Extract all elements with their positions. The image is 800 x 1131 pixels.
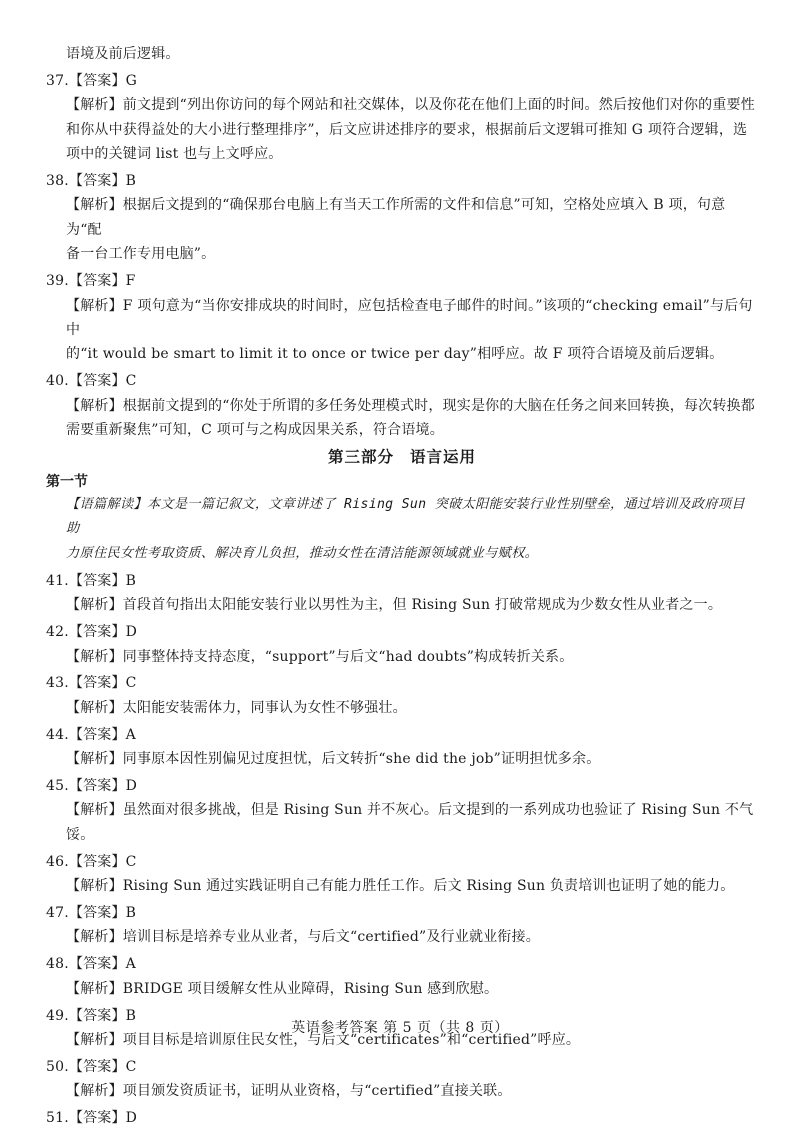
item-number: 48.	[46, 956, 69, 973]
answer-label: 【答案】D	[68, 778, 138, 795]
answer-label: 【答案】G	[68, 72, 138, 89]
analysis-line: 的“it would be smart to limit it to once or twice per day”相呼应。故 F 项符合语境及前后逻辑。	[66, 346, 724, 363]
answer-item	[46, 774, 758, 847]
answer-item	[46, 69, 758, 167]
answer-item	[46, 1106, 758, 1130]
analysis-line: 【解析】虽然面对很多挑战，但是 Rising Sun 并不灰心。后文提到的一系列成功也验证了 Rising Sun 不气馁。	[66, 802, 754, 843]
analysis-line: 【解析】前文提到“列出你访问的每个网站和社交媒体，以及你花在他们上面的时间。然后按他们对你的重要性	[66, 97, 755, 114]
analysis-line: 【解析】项目颁发资质证书，证明从业资格，与“certified”直接关联。	[66, 1083, 512, 1100]
page-content	[46, 42, 758, 1131]
item-number: 50.	[46, 1059, 69, 1075]
analysis-line: 【解析】Rising Sun 通过实践证明自己有能力胜任工作。后文 Rising Sun 负责培训也证明了她的能力。	[66, 878, 735, 895]
page-footer: 英语参考答案 第 5 页（共 8 页）	[291, 1020, 509, 1036]
analysis-line: 【解析】同事整体持支持态度，“support”与后文“had doubts”构成转折关系。	[66, 648, 574, 665]
item-number: 43.	[46, 675, 69, 692]
answer-label: 【答案】B	[68, 905, 137, 922]
item-number: 37.	[46, 72, 69, 89]
answer-label: 【答案】D	[68, 624, 138, 641]
analysis-line: 和你从中获得益处的大小进行整理排序”，后文应讲述排序的要求，根据前后文逻辑可推知 G 项符合逻辑，选	[66, 121, 748, 138]
item-number: 38.	[46, 173, 69, 190]
answer-label: 【答案】C	[68, 373, 137, 390]
analysis-line: 【解析】项目目标是培训原住民女性，与后文“certificates”和“certified”呼应。	[66, 1032, 581, 1049]
analysis-line: 【解析】同事原本因性别偏见过度担忧，后文转折“she did the job”证明担忧多余。	[66, 751, 601, 768]
item-number: 51.	[46, 1110, 69, 1127]
item-number: 40.	[46, 373, 69, 390]
analysis-line: 需要重新聚焦”可知，C 项可与之构成因果关系，符合语境。	[66, 422, 444, 439]
item-number: 47.	[46, 905, 69, 922]
analysis-line: 【解析】首段首句指出太阳能安装行业以男性为主，但 Rising Sun 打破常规成为少数女性从业者之一。	[66, 597, 723, 614]
analysis-line: 【解析】F 项句意为“当你安排成块的时间时，应包括检查电子邮件的时间。”该项的“checking email”与后句中	[66, 297, 753, 338]
item-number: 45.	[46, 778, 69, 795]
passage-interpretation-line: 【语篇解读】本文是一篇记叙文，文章讲述了 Rising Sun 突破太阳能安装行业性别壁垒，通过培训及政府项目助	[66, 496, 745, 537]
answer-label: 【答案】A	[68, 956, 136, 973]
subsection-title: 第一节	[46, 473, 88, 490]
answer-label: 【答案】C	[68, 1059, 137, 1075]
answer-item	[46, 850, 758, 899]
answer-item	[46, 952, 758, 1001]
answer-label: 【答案】C	[68, 853, 137, 870]
passage-interpretation-line: 力原住民女性考取资质、解决育儿负担，推动女性在清洁能源领域就业与赋权。	[66, 545, 539, 561]
item-number: 44.	[46, 726, 69, 743]
analysis-line: 备一台工作专用电脑”。	[66, 246, 216, 263]
analysis-line: 【解析】太阳能安装需体力，同事认为女性不够强壮。	[66, 699, 407, 716]
section-title	[46, 443, 758, 471]
section-name: 语言运用	[410, 447, 477, 466]
answer-label: 【答案】C	[68, 675, 137, 692]
answer-item	[46, 1055, 758, 1104]
answer-item	[46, 671, 758, 720]
item-number: 49.	[46, 1007, 69, 1024]
answer-item	[46, 723, 758, 772]
answer-item	[46, 620, 758, 669]
answer-item	[46, 269, 758, 367]
item-number: 42.	[46, 624, 69, 641]
analysis-line: 项中的关键词 list 也与上文呼应。	[66, 146, 283, 163]
answer-label: 【答案】B	[68, 173, 137, 190]
answer-label: 【答案】B	[68, 1007, 137, 1024]
analysis-line: 【解析】根据后文提到的“确保那台电脑上有当天工作所需的文件和信息”可知，空格处应填入 B 项，句意为“配	[66, 197, 726, 238]
answer-item	[46, 569, 758, 618]
answer-label: 【答案】F	[68, 273, 136, 290]
item-number: 41.	[46, 572, 69, 589]
answer-label: 【答案】D	[68, 1110, 138, 1127]
answer-label: 【答案】B	[68, 572, 137, 589]
item-number: 46.	[46, 853, 69, 870]
section-part: 第三部分	[327, 447, 394, 466]
analysis-line: 【解析】根据前文提到的“你处于所谓的多任务处理模式时，现实是你的大脑在任务之间来回转换，每次转换都	[66, 397, 755, 414]
answer-label: 【答案】A	[68, 726, 136, 743]
answer-item	[46, 901, 758, 950]
answer-item	[46, 169, 758, 267]
intro-tail: 语境及前后逻辑。	[66, 46, 180, 62]
item-number: 39.	[46, 273, 69, 290]
analysis-line: 【解析】BRIDGE 项目缓解女性从业障碍，Rising Sun 感到欣慰。	[66, 980, 499, 997]
analysis-line: 【解析】培训目标是培养专业从业者，与后文“certified”及行业就业衔接。	[66, 929, 540, 946]
answer-item	[46, 369, 758, 442]
